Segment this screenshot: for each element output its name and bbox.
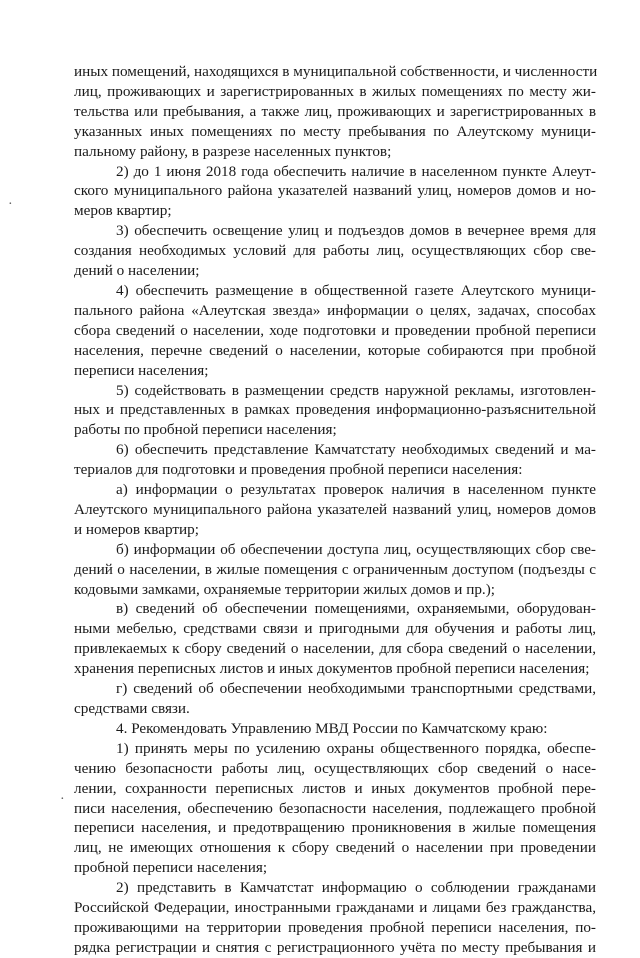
text-line: г) сведений об обеспечении необходимыми транспортными средствами, <box>116 680 596 698</box>
text-line: Российской Федерации, иностранными гражданами и лицами без гражданства, <box>74 899 596 917</box>
text-line: сбора сведений о населении, ходе подготовки и проведении пробной переписи <box>74 321 596 339</box>
text-line: переписи населения, и предотвращению проникновения в жилые помещения <box>74 819 596 837</box>
text-line: лиц, не имеющих отношения к сбору сведений о населении при проведении <box>74 839 596 857</box>
text-line: средствами связи. <box>74 700 190 717</box>
text-line: пального района «Алеутская звезда» информации о целях, задачах, способах <box>74 301 596 319</box>
scan-speck: · <box>60 792 65 807</box>
paragraph-sub-a <box>74 480 596 540</box>
paragraph-mvd-1 <box>74 739 596 878</box>
text-line: ского муниципального района указателей названий улиц, номеров домов и но- <box>74 182 596 200</box>
text-line: указанных иных помещениях по месту пребывания по Алеутскому муници- <box>74 122 596 140</box>
paragraph-item-6 <box>74 440 596 480</box>
text-line: б) информации об обеспечении доступа лиц, осуществляющих сбор све- <box>116 540 596 558</box>
text-line: рядка регистрации и снятия с регистрационного учёта по месту пребывания и <box>74 938 596 956</box>
text-line: привлекаемых к сбору сведений о населении, для сбора сведений о населении, <box>74 640 596 658</box>
text-line: создания необходимых условий для работы лиц, осуществляющих сбор све- <box>74 242 596 260</box>
text-line: пальному району, в разрезе населенных пунктов; <box>74 142 392 160</box>
paragraph-sub-g <box>74 679 596 719</box>
text-line: дений о населении, в жилые помещения с ограниченным доступом (подъезды с <box>74 560 596 578</box>
text-line: а) информации о результатах проверок наличия в населенном пункте <box>116 481 596 499</box>
text-line: лении, сохранности переписных листов и иных документов пробной пере- <box>74 779 596 797</box>
paragraph-sub-v <box>74 599 596 679</box>
scan-speck: · <box>8 197 13 212</box>
text-line: хранения переписных листов и иных документов пробной переписи населения; <box>74 660 590 678</box>
text-line: работы по пробной переписи населения; <box>74 421 337 439</box>
text-line: проживающими на территории проведения пробной переписи населения, по- <box>74 918 596 936</box>
text-line: 5) содействовать в размещении средств наружной рекламы, изготовлен- <box>116 381 596 399</box>
paragraph-item-4 <box>74 281 596 381</box>
text-line: в) сведений об обеспечении помещениями, охраняемыми, оборудован- <box>116 600 596 618</box>
text-line: переписи населения; <box>74 361 209 379</box>
text-line: 2) представить в Камчатстат информацию о соблюдении гражданами <box>116 879 596 897</box>
paragraph-sub-b <box>74 540 596 600</box>
text-line: тельства или пребывания, а также лиц, проживающих и зарегистрированных в <box>74 102 596 120</box>
text-line: чению безопасности работы лиц, осуществляющих сбор сведений о насе- <box>74 759 596 777</box>
text-line: 2) до 1 июня 2018 года обеспечить наличие в населенном пункте Алеут- <box>116 162 596 180</box>
text-line: 6) обеспечить представление Камчатстату необходимых сведений и ма- <box>116 441 596 459</box>
paragraph-item-5 <box>74 381 596 441</box>
paragraph-item-2 <box>74 162 596 222</box>
text-line: и номеров квартир; <box>74 520 199 538</box>
text-line: ными мебелью, средствами связи и пригодными для обучения и работы лиц, <box>74 620 596 638</box>
text-line: 4) обеспечить размещение в общественной газете Алеутского муници- <box>116 281 596 299</box>
text-line: 1) принять меры по усилению охраны общественного порядка, обеспе- <box>116 739 596 757</box>
paragraph-mvd-2 <box>74 878 596 958</box>
text-line: ных и представленных в рамках проведения информационно-разъяснительной <box>74 401 596 419</box>
text-line: 4. Рекомендовать Управлению МВД России по Камчатскому краю: <box>116 719 548 737</box>
text-line: писи населения, обеспечению безопасности населения, подлежащего пробной <box>74 799 596 817</box>
text-line: Алеутского муниципального района указателей названий улиц, номеров домов <box>74 500 596 518</box>
text-line: териалов для подготовки и проведения пробной переписи населения: <box>74 461 523 479</box>
text-line: населения, перечне сведений о населении, которые собираются при пробной <box>74 341 596 359</box>
text-line: кодовыми замками, охраняемые территории жилых домов и пр.); <box>74 580 496 598</box>
text-line: пробной переписи населения; <box>74 859 268 877</box>
paragraph-continuation <box>74 62 596 162</box>
text-line: лиц, проживающих и зарегистрированных в жилых помещениях по месту жи- <box>74 82 596 100</box>
text-line: меров квартир; <box>74 202 172 220</box>
text-line: 3) обеспечить освещение улиц и подъездов домов в вечернее время для <box>116 222 596 240</box>
document-body <box>74 62 596 958</box>
text-line: дений о населении; <box>74 262 200 280</box>
text-line: иных помещений, находящихся в муниципальной собственности, и численности <box>74 63 598 80</box>
paragraph-section-4 <box>74 719 596 739</box>
paragraph-item-3 <box>74 221 596 281</box>
